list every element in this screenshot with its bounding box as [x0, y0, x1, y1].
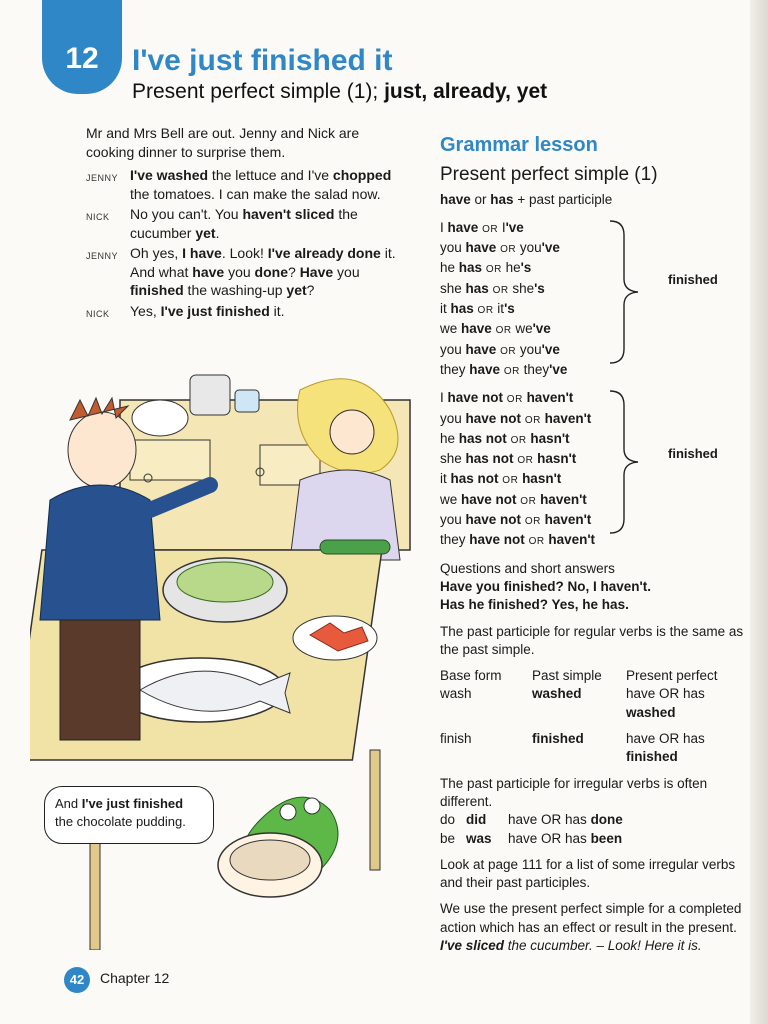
list-item: [440, 410, 750, 430]
grammar-formula: [440, 191, 750, 209]
list-item: [440, 811, 750, 829]
text-run: you: [224, 263, 255, 280]
irr-base: do: [440, 812, 456, 828]
grammar-heading: Grammar lesson: [440, 134, 598, 156]
positive-conjugation: [440, 219, 750, 381]
speech-bubble: [44, 786, 214, 844]
text-run: you: [516, 341, 542, 357]
text-run: have: [469, 361, 501, 377]
text-run: the cucumber: [130, 206, 358, 241]
dialogue-line: [86, 302, 406, 324]
table-row: [440, 685, 718, 722]
text-run: you: [440, 240, 466, 256]
text-run: it: [440, 301, 451, 317]
text-run: haven't: [526, 390, 574, 406]
text-run: done: [254, 263, 288, 280]
text-run: she: [440, 451, 466, 467]
text-run: we: [511, 321, 533, 337]
text-run: have: [465, 240, 497, 256]
table-cell: [626, 722, 718, 767]
text-run: OR: [502, 475, 519, 487]
speaker-name: NICK: [86, 308, 110, 319]
pp-aux: have OR has: [626, 686, 705, 702]
text-run: they: [440, 532, 470, 548]
irr-pp-bold: done: [590, 812, 623, 828]
list-item: [440, 219, 750, 239]
irregular-note: The past participle for irregular verbs is often different.: [440, 775, 708, 809]
text-run: Has he finished? Yes, he has.: [440, 597, 629, 613]
text-run: have: [447, 219, 479, 235]
text-run: you: [440, 512, 466, 528]
text-run: has: [490, 191, 514, 207]
text-run: have not: [465, 512, 522, 528]
text-run: 've: [549, 361, 568, 377]
text-run: we: [440, 491, 462, 507]
text-run: it. And what: [130, 245, 396, 280]
text-run: you: [333, 263, 360, 280]
text-run: OR: [495, 325, 512, 337]
list-item: [440, 531, 750, 551]
text-run: you: [516, 240, 542, 256]
text-run: I've just finished: [81, 796, 184, 811]
text-run: ?: [288, 263, 300, 280]
unit-subtitle: [132, 80, 547, 104]
text-run: OR: [524, 516, 541, 528]
text-run: the washing-up: [183, 282, 287, 298]
text-run: have not: [465, 410, 522, 426]
table-header-cell: Base form: [440, 668, 502, 684]
pp-verb: finished: [626, 749, 678, 765]
list-item: [440, 491, 750, 511]
text-run: OR: [503, 365, 520, 377]
text-run: have: [440, 191, 471, 207]
text-run: we: [440, 321, 462, 337]
text-run: 's: [504, 301, 515, 317]
text-run: Yes,: [130, 302, 161, 319]
intro-text: Mr and Mrs Bell are out. Jenny and Nick are cooking dinner to surprise them.: [86, 125, 360, 160]
text-run: finished: [130, 282, 184, 298]
text-run: she: [508, 280, 535, 296]
text-run: haven't: [544, 512, 592, 528]
table-cell: washed: [532, 686, 582, 702]
text-run: .: [215, 224, 220, 241]
positive-verb: finished: [668, 271, 718, 287]
brace-icon: [606, 219, 646, 365]
subtitle-bold: just, already, yet: [384, 80, 548, 103]
text-run: + past participle: [513, 191, 613, 207]
pp-aux: have OR has: [626, 731, 705, 747]
text-run: OR: [492, 284, 509, 296]
text-run: it: [440, 471, 451, 487]
text-run: yet: [195, 224, 216, 241]
text-run: I've already done: [267, 245, 381, 261]
list-item: [440, 320, 750, 340]
irr-base: be: [440, 830, 456, 846]
text-run: I: [440, 390, 448, 406]
text-run: he: [440, 430, 459, 446]
text-run: the cucumber. – Look! Here it is.: [504, 937, 702, 953]
usage-example: [440, 937, 750, 955]
text-run: 've: [541, 240, 560, 256]
irr-past: did: [466, 812, 487, 828]
text-run: you: [440, 341, 466, 357]
text-run: the chocolate pudding.: [55, 814, 186, 829]
dialogue: [86, 166, 406, 325]
negative-lines: [440, 389, 750, 551]
list-item: [440, 300, 750, 320]
table-header-cell: Present perfect: [626, 668, 718, 684]
text-run: I've washed: [130, 167, 209, 183]
regular-note: The past participle for regular verbs is the same as the past simple.: [440, 623, 744, 657]
irr-past: was: [466, 830, 492, 846]
text-run: OR: [528, 536, 545, 548]
verb-forms-table: [440, 667, 718, 766]
table-cell: [626, 685, 718, 722]
table-cell: wash: [440, 686, 472, 702]
text-run: it: [493, 301, 505, 317]
text-run: it.: [269, 302, 285, 319]
utterance: [130, 166, 406, 203]
utterance: [130, 302, 406, 324]
table-cell: finished: [532, 731, 584, 747]
text-run: they: [519, 361, 550, 377]
text-run: 've: [541, 341, 560, 357]
page-reference: Look at page 111 for a list of some irregular verbs and their past participles.: [440, 856, 736, 891]
text-run: you: [440, 410, 466, 426]
text-run: I: [498, 219, 506, 235]
text-run: Have: [299, 263, 334, 280]
table-row: [440, 722, 718, 767]
list-item: [440, 511, 750, 531]
negative-conjugation: [440, 389, 750, 551]
text-run: And: [55, 796, 82, 811]
text-run: OR: [524, 414, 541, 426]
utterance: [130, 244, 406, 300]
text-run: haven't sliced: [242, 206, 335, 222]
text-run: have: [465, 341, 497, 357]
positive-lines: [440, 219, 750, 381]
unit-title: I've just finished it: [132, 44, 393, 77]
text-run: No you can't. You: [130, 206, 243, 222]
text-run: has not: [458, 430, 507, 446]
speaker-name: NICK: [86, 212, 110, 222]
text-run: OR: [482, 223, 499, 235]
text-run: the tomatoes. I can make the salad now.: [130, 185, 381, 202]
text-run: OR: [506, 394, 523, 406]
dialogue-line: [86, 166, 406, 203]
text-run: 's: [534, 280, 545, 296]
text-run: OR: [517, 455, 534, 467]
table-cell: finish: [440, 731, 472, 747]
text-run: Have you finished? No, I haven't.: [440, 578, 651, 594]
list-item: [440, 239, 750, 259]
text-run: haven't: [544, 410, 592, 426]
text-run: OR: [500, 244, 517, 256]
grammar-subheading: Present perfect simple (1): [440, 164, 658, 186]
dialogue-line: [86, 244, 406, 300]
grammar-lesson-panel: [440, 136, 750, 955]
unit-number: 12: [65, 42, 99, 75]
text-run: 've: [505, 219, 524, 235]
text-run: he: [501, 260, 521, 276]
text-run: OR: [485, 264, 502, 276]
text-run: OR: [520, 495, 537, 507]
list-item: [440, 470, 750, 490]
list-item: [440, 341, 750, 361]
text-run: 's: [520, 260, 532, 276]
text-run: I: [440, 219, 448, 235]
text-run: OR: [500, 345, 517, 357]
negative-verb: finished: [668, 446, 718, 462]
text-run: has not: [465, 451, 514, 467]
text-run: has: [465, 280, 489, 296]
irr-pp: have OR has: [508, 812, 587, 828]
irr-pp: have OR has: [508, 830, 587, 846]
text-run: haven't: [548, 532, 596, 548]
speaker-name: JENNY: [86, 173, 119, 183]
brace-icon: [606, 389, 646, 535]
chapter-label: Chapter 12: [100, 970, 170, 986]
text-run: OR: [510, 434, 527, 446]
text-run: . Look!: [221, 245, 268, 261]
text-run: hasn't: [537, 451, 577, 467]
table-header-row: [440, 667, 718, 685]
text-run: she: [440, 280, 466, 296]
irr-pp-bold: been: [590, 830, 623, 846]
text-run: have not: [447, 390, 504, 406]
text-run: ?: [306, 282, 315, 298]
irregular-list: [440, 811, 750, 848]
text-run: have: [192, 263, 225, 280]
text-run: they: [440, 361, 470, 377]
page-edge-shadow: [750, 0, 768, 1024]
list-item: [440, 830, 750, 848]
text-run: I have: [182, 245, 222, 261]
text-run: Oh yes,: [130, 245, 183, 261]
text-run: hasn't: [530, 430, 570, 446]
list-item: [440, 389, 750, 409]
list-item: [440, 361, 750, 381]
pp-verb: washed: [626, 704, 676, 720]
text-run: I've just finished: [160, 302, 270, 319]
text-run: or: [470, 191, 491, 207]
text-run: OR: [477, 305, 494, 317]
subtitle-plain: Present perfect simple (1);: [132, 80, 385, 103]
list-item: [440, 578, 750, 596]
table-header-cell: Past simple: [532, 668, 602, 684]
questions-heading: Questions and short answers: [440, 560, 615, 576]
text-run: has not: [450, 471, 499, 487]
list-item: [440, 596, 750, 614]
text-run: have: [461, 321, 492, 337]
question-lines: [440, 578, 750, 615]
utterance: [130, 205, 406, 242]
text-run: has: [450, 301, 474, 317]
text-run: he: [440, 260, 459, 276]
page-number: 42: [64, 967, 90, 993]
kitchen-illustration: [30, 350, 420, 950]
text-run: haven't: [540, 491, 587, 507]
usage-note: We use the present perfect simple for a completed action which has an effect or result in the present.: [440, 901, 742, 935]
text-run: has: [458, 260, 483, 276]
speaker-name: JENNY: [86, 251, 119, 261]
text-run: the lettuce and I've: [208, 167, 333, 183]
text-run: chopped: [332, 167, 392, 183]
text-run: yet: [286, 282, 307, 298]
text-run: I've sliced: [440, 937, 504, 953]
text-run: have not: [461, 491, 517, 507]
text-run: hasn't: [522, 471, 562, 487]
text-run: have not: [469, 532, 525, 548]
text-run: 've: [532, 321, 551, 337]
dialogue-line: [86, 205, 406, 242]
